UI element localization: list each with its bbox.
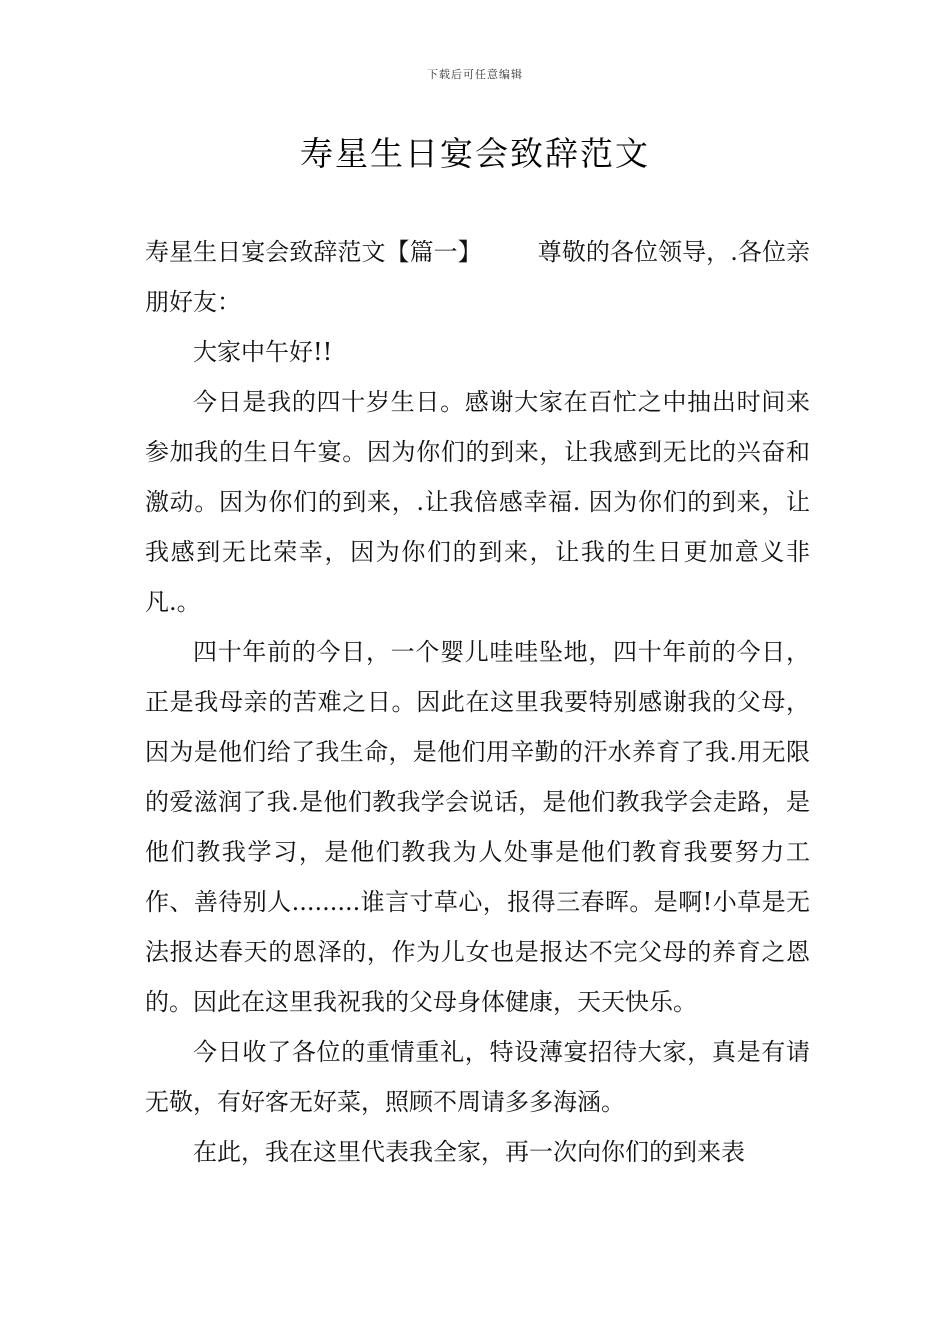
- intro-paragraph: [145, 227, 810, 327]
- header-note: 下载后可任意编辑: [427, 68, 523, 81]
- paragraph-greeting: 大家中午好!!: [193, 338, 333, 366]
- paragraph-birthday: 今日是我的四十岁生日。感谢大家在百忙之中抽出时间来参加我的生日午宴。因为你们的到来，让我感到无比的兴奋和激动。因为你们的到来，.让我倍感幸福. 因为你们的到来，让我感到无比荣幸，因为你们的到来，让我的生日更加意义非凡.。: [145, 388, 810, 616]
- salutation: 尊敬的各位领导，.各位亲朋好友：: [145, 238, 810, 316]
- paragraph-closing: 在此，我在这里代表我全家，再一次向你们的到来表: [193, 1138, 745, 1166]
- document-body: [145, 227, 810, 1177]
- document-title: 寿星生日宴会致辞范文: [300, 134, 650, 173]
- paragraph-thanks: 今日收了各位的重情重礼，特设薄宴招待大家，真是有请无敬，有好客无好菜，照顾不周请多多海涵。: [145, 1038, 810, 1116]
- paragraph-parents: 四十年前的今日，一个婴儿哇哇坠地，四十年前的今日，正是我母亲的苦难之日。因此在这里我要特别感谢我的父母，因为是他们给了我生命，是他们用辛勤的汗水养育了我.用无限的爱滋润了我.是他们教我学会说话，是他们教我学会走路，是他们教我学习，是他们教我为人处事是他们教育我要努力工作、善待别人.........谁言寸草心，报得三春晖。是啊!小草是无法报达春天的恩泽的，作为儿女也是报达不完父母的养育之恩的。因此在这里我祝我的父母身体健康，天天快乐。: [145, 638, 810, 1016]
- section-heading: 寿星生日宴会致辞范文【篇一】: [145, 238, 482, 266]
